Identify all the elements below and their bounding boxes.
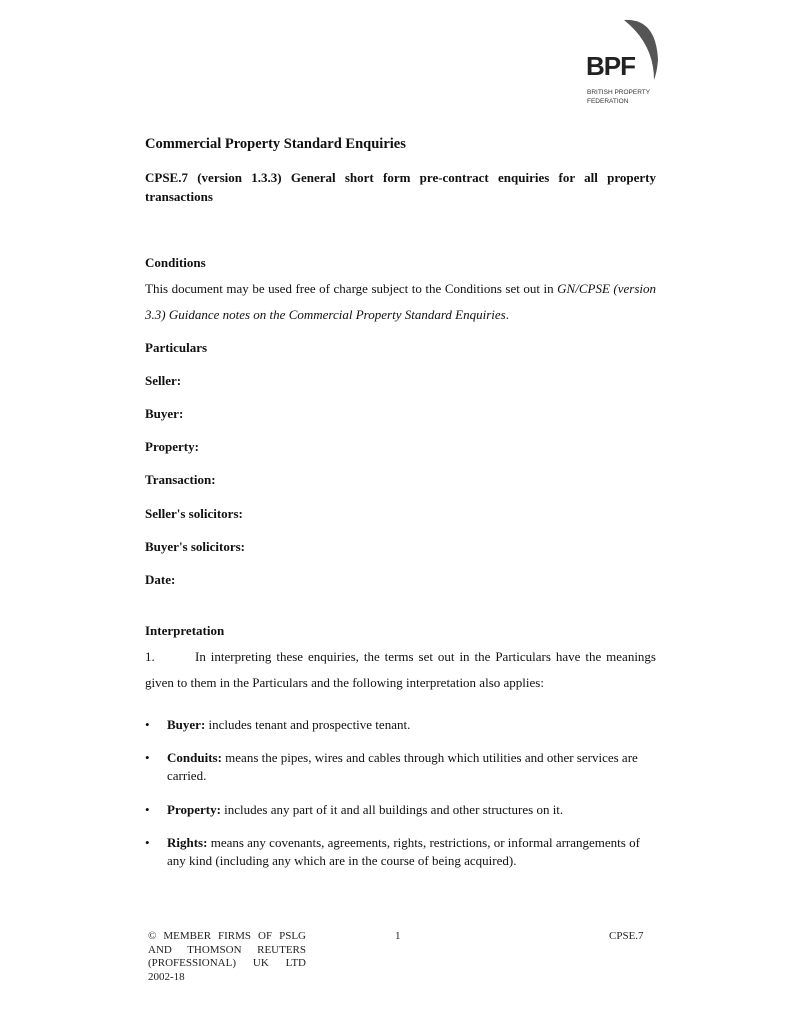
logo-subtitle-line1: BRITISH PROPERTY: [587, 89, 651, 96]
definition-term: Property:: [167, 802, 221, 817]
logo-subtitle-line2: FEDERATION: [587, 98, 629, 105]
field-date: Date:: [145, 572, 176, 587]
definition-text: means the pipes, wires and cables through which utilities and other services are carried.: [167, 750, 638, 783]
bullet-icon: •: [145, 717, 150, 732]
bullet-icon: •: [145, 802, 150, 817]
conditions-heading: Conditions: [145, 255, 206, 270]
logo-subtitle: [587, 88, 650, 106]
particulars-heading: Particulars: [145, 340, 208, 355]
footer-page-number: 1: [395, 930, 401, 942]
field-property: Property:: [145, 439, 199, 454]
definition-text: includes any part of it and all buildings and other structures on it.: [224, 802, 564, 817]
conditions-text-suffix: .: [505, 307, 509, 322]
conditions-text: [145, 276, 656, 328]
field-sellers-solicitors: Seller's solicitors:: [145, 506, 243, 521]
footer-copyright: © MEMBER FIRMS OF PSLG AND THOMSON REUTERS (PROFESSIONAL) UK LTD 2002-18: [148, 930, 306, 983]
conditions-text-prefix: This document may be used free of charge subject to the Conditions set out in: [145, 281, 558, 296]
interpretation-heading: Interpretation: [145, 623, 225, 638]
guidance-notes-reference: GN/CPSE (version 3.3) Guidance notes on the Commercial Property Standard Enquiries: [145, 281, 656, 322]
definition-term: Rights:: [167, 835, 208, 850]
interpretation-paragraph: [145, 644, 656, 696]
definition-term: Conduits:: [167, 750, 222, 765]
document-title: Commercial Property Standard Enquiries: [145, 136, 406, 152]
field-buyers-solicitors: Buyer's solicitors:: [145, 539, 246, 554]
paragraph-number: 1.: [145, 649, 155, 664]
field-transaction: Transaction:: [145, 472, 216, 487]
definition-text: includes tenant and prospective tenant.: [208, 717, 411, 732]
definition-term: Buyer:: [167, 717, 206, 732]
footer-doc-code: CPSE.7: [609, 930, 644, 942]
logo-mark: BPF: [586, 51, 635, 81]
definition-text: means any covenants, agreements, rights, restrictions, or informal arrangements of any kind (including any which are in the course of being acquired).: [167, 835, 640, 868]
field-buyer: Buyer:: [145, 406, 184, 421]
paragraph-text: In interpreting these enquiries, the terms set out in the Particulars have the meanings given to them in the Particulars and the following interpretation also applies:: [145, 649, 656, 690]
bullet-icon: •: [145, 835, 150, 850]
field-seller: Seller:: [145, 373, 182, 388]
document-subtitle: [145, 168, 656, 206]
document-subtitle-text: CPSE.7 (version 1.3.3) General short form pre-contract enquiries for all property transactions: [145, 170, 656, 204]
bpf-logo: [584, 14, 668, 114]
bullet-icon: •: [145, 750, 150, 765]
